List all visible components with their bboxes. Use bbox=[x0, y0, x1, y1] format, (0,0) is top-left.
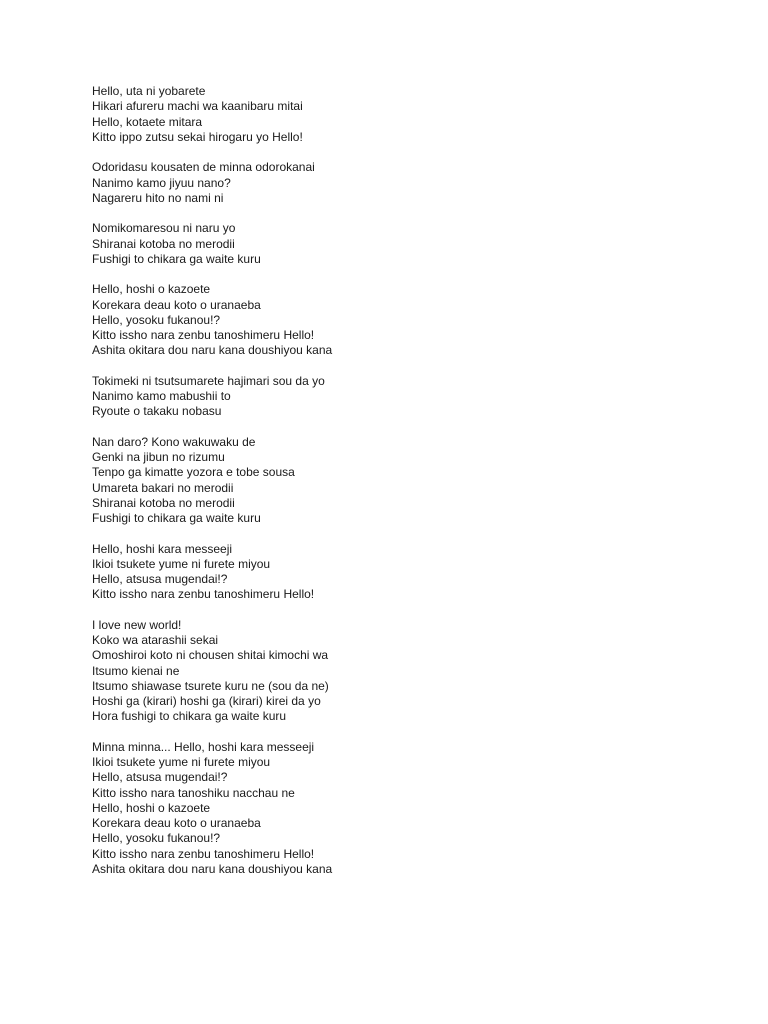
lyric-line: Shiranai kotoba no merodii bbox=[92, 236, 235, 251]
lyric-line: Itsumo kienai ne bbox=[92, 663, 180, 678]
lyric-line: Fushigi to chikara ga waite kuru bbox=[92, 511, 261, 525]
lyric-line: Hello, hoshi o kazoete bbox=[92, 800, 211, 815]
lyric-line: Odoridasu kousaten de minna odorokanai bbox=[92, 160, 315, 175]
lyric-line: Ikioi tsukete yume ni furete miyou bbox=[92, 755, 271, 769]
lyric-line: Koko wa atarashii sekai bbox=[92, 633, 219, 647]
lyric-stanza bbox=[92, 84, 692, 145]
lyric-stanza bbox=[92, 160, 692, 206]
lyric-line: Korekara deau koto o uranaeba bbox=[92, 816, 261, 830]
lyric-line: Kitto ippo zutsu sekai hirogaru yo Hello! bbox=[92, 129, 303, 144]
lyric-line: Fushigi to chikara ga waite kuru bbox=[92, 251, 261, 266]
lyric-line: Ashita okitara dou naru kana doushiyou kana bbox=[92, 343, 333, 358]
lyric-line: Nagareru hito no nami ni bbox=[92, 190, 224, 205]
lyric-line: Kitto issho nara zenbu tanoshimeru Hello! bbox=[92, 587, 315, 602]
lyric-line: Minna minna... Hello, hoshi kara messeeji bbox=[92, 739, 315, 754]
lyrics-document bbox=[92, 84, 692, 892]
lyric-line: Hello, hoshi kara messeeji bbox=[92, 541, 233, 556]
lyric-line: Hello, atsusa mugendai!? bbox=[92, 572, 228, 586]
lyric-line: Hoshi ga (kirari) hoshi ga (kirari) kirei da yo bbox=[92, 694, 321, 708]
lyric-line: Nan daro? Kono wakuwaku de bbox=[92, 434, 256, 449]
lyric-line: Omoshiroi koto ni chousen shitai kimochi wa bbox=[92, 648, 329, 663]
lyric-line: Ikioi tsukete yume ni furete miyou bbox=[92, 556, 271, 571]
lyric-line: Hello, uta ni yobarete bbox=[92, 84, 206, 98]
lyric-line: Korekara deau koto o uranaeba bbox=[92, 297, 261, 312]
lyric-stanza bbox=[92, 542, 692, 603]
lyric-line: Hello, yosoku fukanou!? bbox=[92, 831, 221, 846]
lyric-line: Nomikomaresou ni naru yo bbox=[92, 221, 236, 236]
lyric-line: Kitto issho nara zenbu tanoshimeru Hello! bbox=[92, 328, 315, 342]
lyric-stanza bbox=[92, 435, 692, 527]
lyric-line: Ryoute o takaku nobasu bbox=[92, 404, 222, 419]
lyric-line: Hello, kotaete mitara bbox=[92, 114, 203, 129]
lyric-line: Shiranai kotoba no merodii bbox=[92, 495, 235, 510]
lyric-line: Umareta bakari no merodii bbox=[92, 480, 234, 495]
lyric-stanza bbox=[92, 740, 692, 877]
lyric-line: Hello, yosoku fukanou!? bbox=[92, 312, 221, 327]
lyric-stanza bbox=[92, 221, 692, 267]
lyric-line: Tenpo ga kimatte yozora e tobe sousa bbox=[92, 465, 295, 480]
lyric-line: Ashita okitara dou naru kana doushiyou kana bbox=[92, 861, 333, 876]
lyric-line: Tokimeki ni tsutsumarete hajimari sou da yo bbox=[92, 373, 325, 388]
lyric-line: Nanimo kamo mabushii to bbox=[92, 389, 231, 403]
lyric-stanza bbox=[92, 374, 692, 420]
lyric-line: I love new world! bbox=[92, 617, 182, 632]
lyric-line: Itsumo shiawase tsurete kuru ne (sou da ne) bbox=[92, 678, 329, 693]
lyric-line: Kitto issho nara zenbu tanoshimeru Hello! bbox=[92, 846, 315, 861]
lyric-line: Hello, atsusa mugendai!? bbox=[92, 770, 228, 785]
lyric-line: Nanimo kamo jiyuu nano? bbox=[92, 175, 231, 190]
lyric-line: Hikari afureru machi wa kaanibaru mitai bbox=[92, 99, 303, 114]
lyric-stanza bbox=[92, 282, 692, 358]
lyric-stanza bbox=[92, 618, 692, 725]
lyric-line: Kitto issho nara tanoshiku nacchau ne bbox=[92, 785, 295, 800]
lyric-line: Hello, hoshi o kazoete bbox=[92, 282, 211, 297]
lyric-line: Hora fushigi to chikara ga waite kuru bbox=[92, 709, 287, 724]
lyric-line: Genki na jibun no rizumu bbox=[92, 450, 225, 464]
